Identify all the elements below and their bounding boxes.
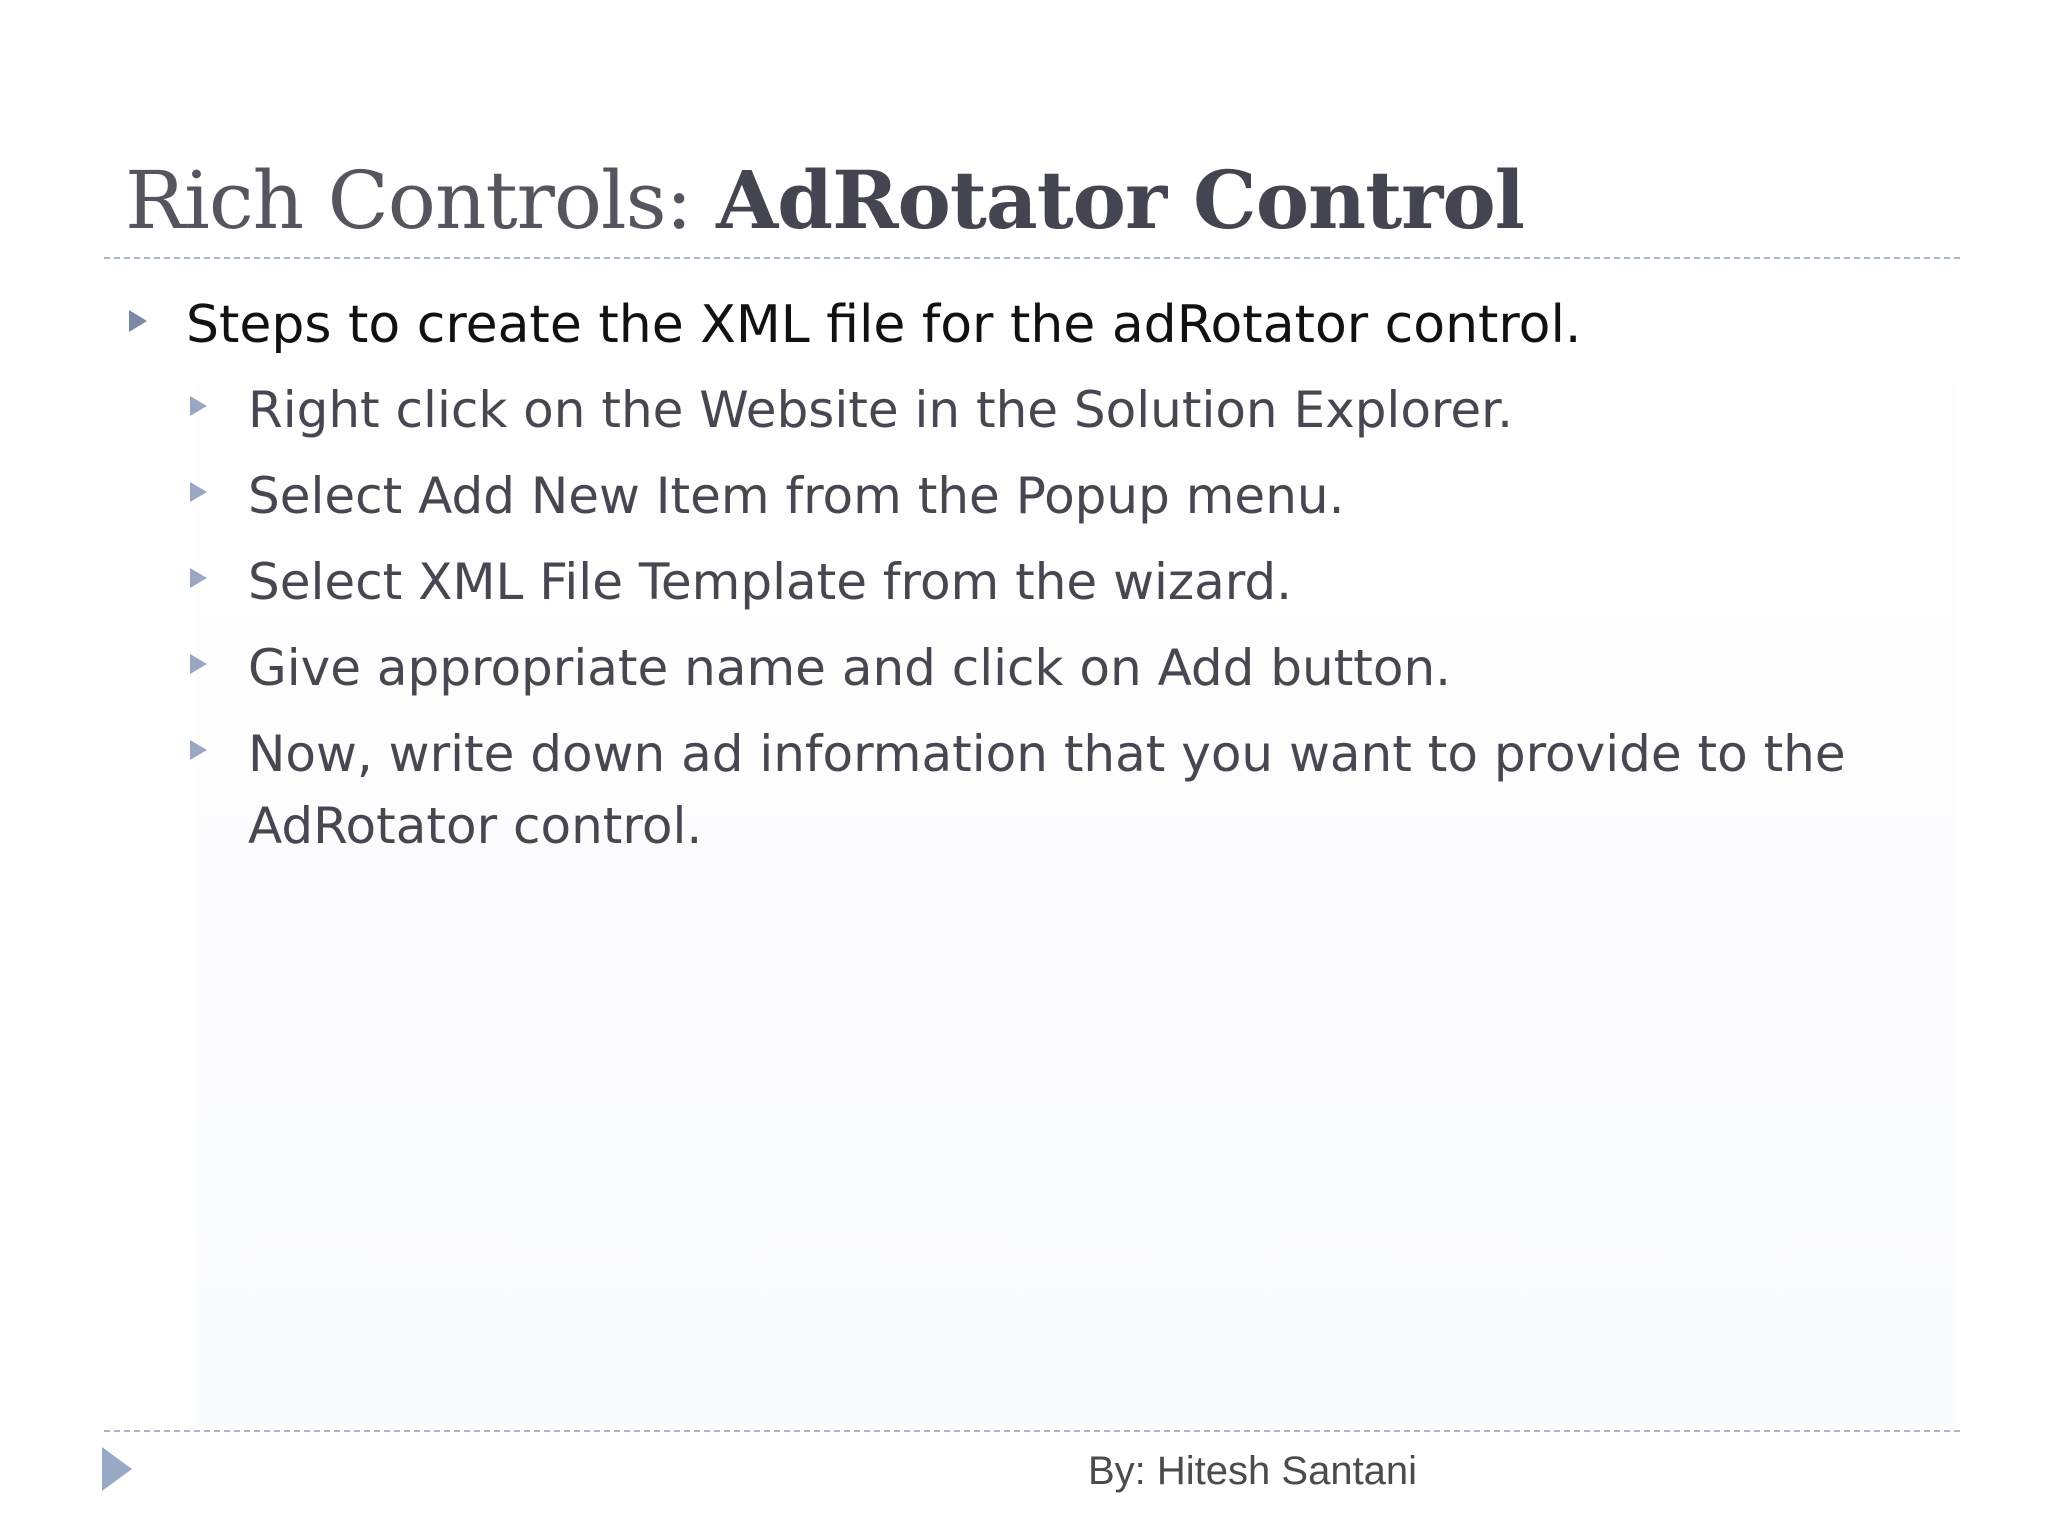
sub-bullet-text: Right click on the Website in the Solution Explorer. xyxy=(248,381,1513,439)
sub-bullet-text: Select XML File Template from the wizard. xyxy=(248,553,1293,611)
triangle-bullet-icon xyxy=(190,654,207,674)
footer-divider xyxy=(104,1430,1960,1432)
triangle-bullet-icon xyxy=(190,740,207,760)
title-emphasis: AdRotator Control xyxy=(716,153,1525,247)
triangle-bullet-icon xyxy=(190,396,207,416)
bullet-item xyxy=(0,288,2048,362)
triangle-bullet-icon xyxy=(190,568,207,588)
triangle-bullet-icon xyxy=(129,310,147,332)
sub-bullet-text: Now, write down ad information that you want to provide to the AdRotator control. xyxy=(248,725,1846,855)
slide-title xyxy=(125,150,1524,251)
footer-triangle-icon xyxy=(102,1447,132,1491)
triangle-bullet-icon xyxy=(190,482,207,502)
sub-bullet-text: Select Add New Item from the Popup menu. xyxy=(248,467,1345,525)
title-divider xyxy=(104,257,1960,259)
sub-bullet-item xyxy=(0,718,2048,862)
sub-bullet-item xyxy=(0,374,2048,446)
footer-author: By: Hitesh Santani xyxy=(1088,1449,1418,1493)
bullet-text: Steps to create the XML file for the adRotator control. xyxy=(186,295,1582,355)
title-prefix: Rich Controls: xyxy=(125,154,717,247)
sub-bullet-item xyxy=(0,460,2048,532)
bullet-list xyxy=(0,288,2048,876)
sub-bullet-item xyxy=(0,632,2048,704)
sub-bullet-text: Give appropriate name and click on Add button. xyxy=(248,639,1452,697)
sub-bullet-item xyxy=(0,546,2048,618)
